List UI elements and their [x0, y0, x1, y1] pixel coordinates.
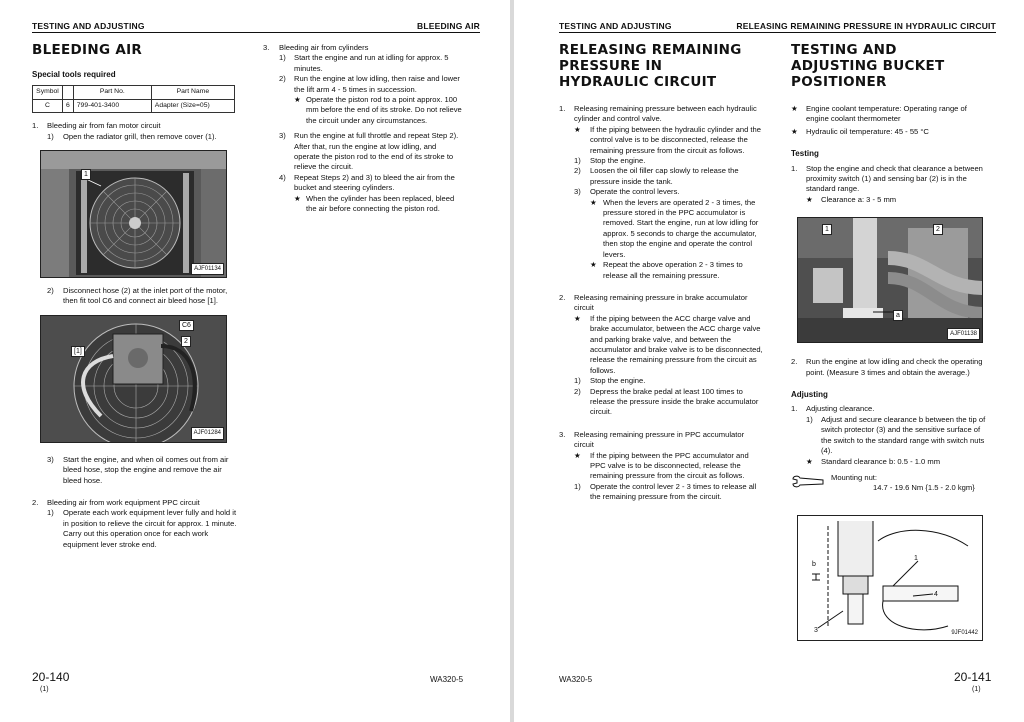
substep-text: Disconnect hose (2) at the inlet port of the motor, then fit tool C6 and connect air bleed hose [1]. — [63, 286, 228, 306]
substep-number: 1) — [574, 376, 581, 386]
substep-number: 2) — [279, 74, 286, 84]
table-row — [33, 99, 235, 112]
special-tools-table — [32, 85, 235, 113]
running-header — [32, 21, 480, 33]
step-3-4 — [263, 173, 463, 194]
model-code: WA320-5 — [559, 675, 593, 684]
adjust-step-1-1 — [791, 415, 991, 457]
step-number: 2. — [791, 357, 798, 367]
callout-label: 1 — [81, 169, 91, 180]
fan-motor-drawing — [41, 316, 227, 443]
note-text: If the piping between the hydraulic cylinder and the control valve is to be disconnected, release the remaining pressure from the circuit as follows. — [590, 124, 761, 155]
table-cell: Adapter (Size=05) — [151, 99, 234, 112]
substep-number: 1) — [806, 414, 813, 424]
right-column-1 — [559, 42, 764, 503]
spec-text: Engine coolant temperature: Operating range of engine coolant thermometer — [806, 104, 967, 124]
step-1-2 — [32, 286, 237, 307]
radiator-cover-photo — [40, 150, 227, 278]
substep-number: 1) — [574, 156, 581, 166]
test-note-1 — [791, 195, 991, 205]
step-3-3 — [263, 131, 463, 173]
page-title: BLEEDING AIR — [32, 42, 143, 58]
star-icon: ★ — [590, 260, 597, 270]
note-text: Repeat the above operation 2 - 3 times to release all the remaining pressure. — [603, 260, 743, 280]
page-number: 20-140 — [32, 670, 70, 684]
callout-label: 4 — [934, 590, 938, 598]
step-1 — [559, 104, 764, 125]
page-number: 20-141 — [954, 670, 992, 684]
step-1 — [32, 121, 237, 131]
substep-number: 1) — [47, 508, 54, 518]
substep-text: Start the engine, and when oil comes out from air bleed hose, stop the engine and remove the air bleed hose. — [63, 454, 229, 485]
right-page — [514, 0, 1024, 722]
substep-number: 2) — [574, 166, 581, 176]
star-icon: ★ — [806, 194, 813, 204]
substep-text: Start the engine and run at idling for approx. 5 minutes. — [294, 53, 449, 73]
star-icon: ★ — [791, 104, 798, 113]
substep-text: Operate the control lever 2 - 3 times to release all the remaining pressure from the circuit. — [590, 481, 757, 502]
substep-number: 3) — [47, 454, 54, 464]
step-1-3 — [32, 455, 237, 486]
table-cell: 799-401-3400 — [73, 99, 151, 112]
section-title: RELEASING REMAINING PRESSURE IN HYDRAULIC CIRCUIT — [559, 42, 742, 90]
note-1-3a — [559, 198, 764, 260]
note-2 — [559, 314, 764, 376]
star-icon: ★ — [294, 95, 301, 105]
clearance-label: b — [812, 560, 816, 568]
callout-label: 2 — [933, 224, 943, 235]
step-text: Releasing remaining pressure in brake accumulator circuit — [574, 292, 748, 313]
star-icon: ★ — [574, 450, 581, 460]
step-2-2 — [559, 387, 764, 418]
step-number: 3. — [559, 429, 566, 439]
substep-number: 1) — [47, 131, 54, 141]
revision-mark: (1) — [40, 686, 49, 693]
step-text: Bleeding air from work equipment PPC circuit — [47, 498, 200, 508]
substep-number: 3) — [574, 187, 581, 197]
step-number: 2. — [32, 498, 39, 508]
revision-mark: (1) — [972, 686, 981, 693]
note-text: When the levers are operated 2 - 3 times, the pressure stored in the PPC accumulator is removed. Start the engine, run at low idling for approx. 5 seconds to charge the accumulator, then stop the engine and operate the control levers. — [603, 197, 759, 259]
note-3 — [559, 451, 764, 482]
step-1-3 — [559, 187, 764, 197]
header-topic: BLEEDING AIR — [416, 21, 480, 31]
substep-text: Run the engine at low idling, then raise and lower the lift arm 4 - 5 times in succession. — [294, 74, 460, 94]
figure-code: AJF01284 — [191, 427, 224, 439]
test-step-1 — [791, 164, 991, 195]
step-number: 2. — [559, 292, 566, 302]
model-code: WA320-5 — [430, 675, 464, 684]
step-2-1 — [32, 508, 237, 550]
star-icon: ★ — [806, 456, 813, 466]
step-1-2 — [559, 166, 764, 187]
left-page — [0, 0, 510, 722]
section-title: TESTING AND ADJUSTING BUCKET POSITIONER — [791, 42, 945, 90]
wrench-icon — [791, 475, 825, 489]
step-3-2 — [263, 74, 463, 95]
step-2-1 — [559, 376, 764, 386]
step-text: Bleeding air from cylinders — [279, 43, 369, 52]
note-text: If the piping between the ACC charge valve and brake accumulator, between the ACC charge valve and parking brake valve, and between the accumulator and brake valve is to be disconnected, release the remaining pressure from the circuit as follows. — [590, 313, 763, 375]
step-text: Releasing remaining pressure in PPC accumulator circuit — [574, 429, 745, 450]
star-icon: ★ — [791, 126, 798, 136]
spec-text: Hydraulic oil temperature: 45 - 55 °C — [806, 126, 929, 136]
substep-number: 1) — [279, 53, 286, 63]
table-header-cell — [63, 86, 74, 99]
substep-text: Stop the engine. — [590, 156, 646, 166]
note-1 — [559, 125, 764, 156]
note-1-3b — [559, 260, 764, 281]
callout-label: 2 — [181, 336, 191, 347]
figure-code: 9JF01442 — [951, 629, 978, 636]
special-tools-heading: Special tools required — [32, 70, 116, 79]
table-cell: 6 — [63, 99, 74, 112]
adjust-note-1 — [791, 457, 991, 467]
substep-text: Operate the control levers. — [590, 187, 680, 197]
table-header-row — [33, 86, 235, 99]
star-icon: ★ — [590, 197, 597, 207]
adjusting-heading: Adjusting — [791, 390, 828, 400]
test-step-2 — [791, 357, 991, 378]
substep-text: Depress the brake pedal at least 100 times to release the pressure inside the brake accumulator circuit. — [590, 386, 759, 417]
step-2 — [559, 293, 764, 314]
step-number: 3. — [263, 43, 270, 52]
tool-label: C6 — [179, 320, 194, 331]
step-text: Run the engine at low idling and check the operating point. (Measure 3 times and obtain the average.) — [806, 357, 983, 377]
substep-number: 3) — [279, 131, 286, 141]
table-cell: C — [33, 99, 63, 112]
substep-text: Loosen the oil filler cap slowly to release the pressure inside the tank. — [590, 166, 739, 186]
table-header-cell: Part No. — [73, 86, 151, 99]
step-1-1 — [32, 132, 237, 142]
step-text: Bleeding air from fan motor circuit — [47, 121, 161, 131]
clearance-label: a — [893, 310, 903, 321]
step-number: 1. — [32, 121, 39, 131]
star-icon: ★ — [574, 124, 581, 134]
spec-1 — [791, 104, 991, 125]
note-text: Standard clearance b: 0.5 - 1.0 mm — [821, 456, 941, 466]
right-column-2 — [791, 42, 991, 641]
note-text: Clearance a: 3 - 5 mm — [821, 194, 897, 204]
step-number: 1. — [791, 404, 798, 414]
radiator-fan-drawing — [41, 151, 227, 278]
fan-motor-photo — [40, 315, 227, 443]
note-text: If the piping between the PPC accumulator and PPC valve is to be disconnected, release the remaining pressure from the circuit as follows. — [590, 450, 749, 481]
adjust-step-1 — [791, 404, 991, 414]
step-number: 1. — [559, 104, 566, 113]
torque-value: 14.7 - 19.6 Nm {1.5 - 2.0 kgm} — [873, 482, 975, 492]
proximity-switch-photo — [797, 217, 983, 343]
callout-label: 1 — [822, 224, 832, 235]
testing-heading: Testing — [791, 149, 819, 159]
switch-clearance-diagram — [797, 515, 983, 641]
substep-text: Operate each work equipment lever fully and hold it in position to relieve the circuit for approx. 1 minute. Carry out this operation once for each work equipment lever stroke end. — [63, 508, 237, 549]
note-text: Operate the piston rod to a point approx. 100 mm before the end of its stroke. Do not relieve the circuit under any circumstances. — [306, 95, 462, 125]
substep-number: 1) — [574, 481, 581, 491]
substep-number: 4) — [279, 172, 286, 182]
step-text: Releasing remaining pressure between each hydraulic cylinder and control valve. — [574, 104, 757, 124]
step-1-1 — [559, 156, 764, 166]
star-icon: ★ — [294, 193, 301, 203]
step-number: 1. — [791, 163, 798, 173]
table-header-cell: Part Name — [151, 86, 234, 99]
table-header-cell: Symbol — [33, 86, 63, 99]
switch-clearance-drawing — [798, 516, 984, 642]
torque-label: Mounting nut: — [831, 472, 878, 482]
step-text: Adjusting clearance. — [806, 404, 875, 414]
substep-text: Open the radiator grill, then remove cover (1). — [63, 131, 217, 141]
step-3 — [559, 430, 764, 451]
spec-2 — [791, 127, 991, 137]
note-text: When the cylinder has been replaced, bleed the air before connecting the piston rod. — [306, 193, 455, 214]
step-2 — [32, 498, 237, 508]
left-column-1 — [32, 42, 237, 550]
header-section: TESTING AND ADJUSTING — [32, 21, 145, 31]
note-3-2 — [263, 95, 463, 126]
figure-code: AJF01134 — [191, 263, 224, 275]
running-header — [559, 21, 996, 33]
step-3-1 — [263, 53, 463, 74]
left-column-2 — [263, 43, 463, 215]
header-section: TESTING AND ADJUSTING — [559, 21, 672, 31]
substep-text: Repeat Steps 2) and 3) to bleed the air from the bucket and steering cylinders. — [294, 172, 455, 193]
callout-label: 1 — [914, 554, 918, 562]
note-3-4 — [263, 194, 463, 215]
callout-label: [1] — [71, 346, 85, 357]
step-3 — [263, 43, 463, 53]
step-text: Stop the engine and check that clearance a between proximity switch (1) and sensing bar (2) is in the standard range. — [806, 163, 983, 194]
substep-text: Run the engine at full throttle and repeat Step 2). After that, run the engine at low idling, and operate the piston rod to the end of its stroke to relieve the circuit. — [294, 131, 459, 172]
callout-label: 3 — [814, 626, 818, 634]
substep-number: 2) — [47, 286, 54, 296]
torque-spec — [791, 473, 991, 499]
proximity-switch-drawing — [798, 218, 983, 343]
substep-text: Adjust and secure clearance b between the tip of switch protector (3) and the sensitive surface of the switch to the standard range with switch nuts (4). — [821, 414, 986, 456]
header-topic: RELEASING REMAINING PRESSURE IN HYDRAULIC CIRCUIT — [736, 21, 996, 31]
figure-code: AJF01138 — [947, 328, 980, 340]
star-icon: ★ — [574, 313, 581, 323]
substep-text: Stop the engine. — [590, 376, 646, 386]
substep-number: 2) — [574, 386, 581, 396]
step-3-1 — [559, 482, 764, 503]
